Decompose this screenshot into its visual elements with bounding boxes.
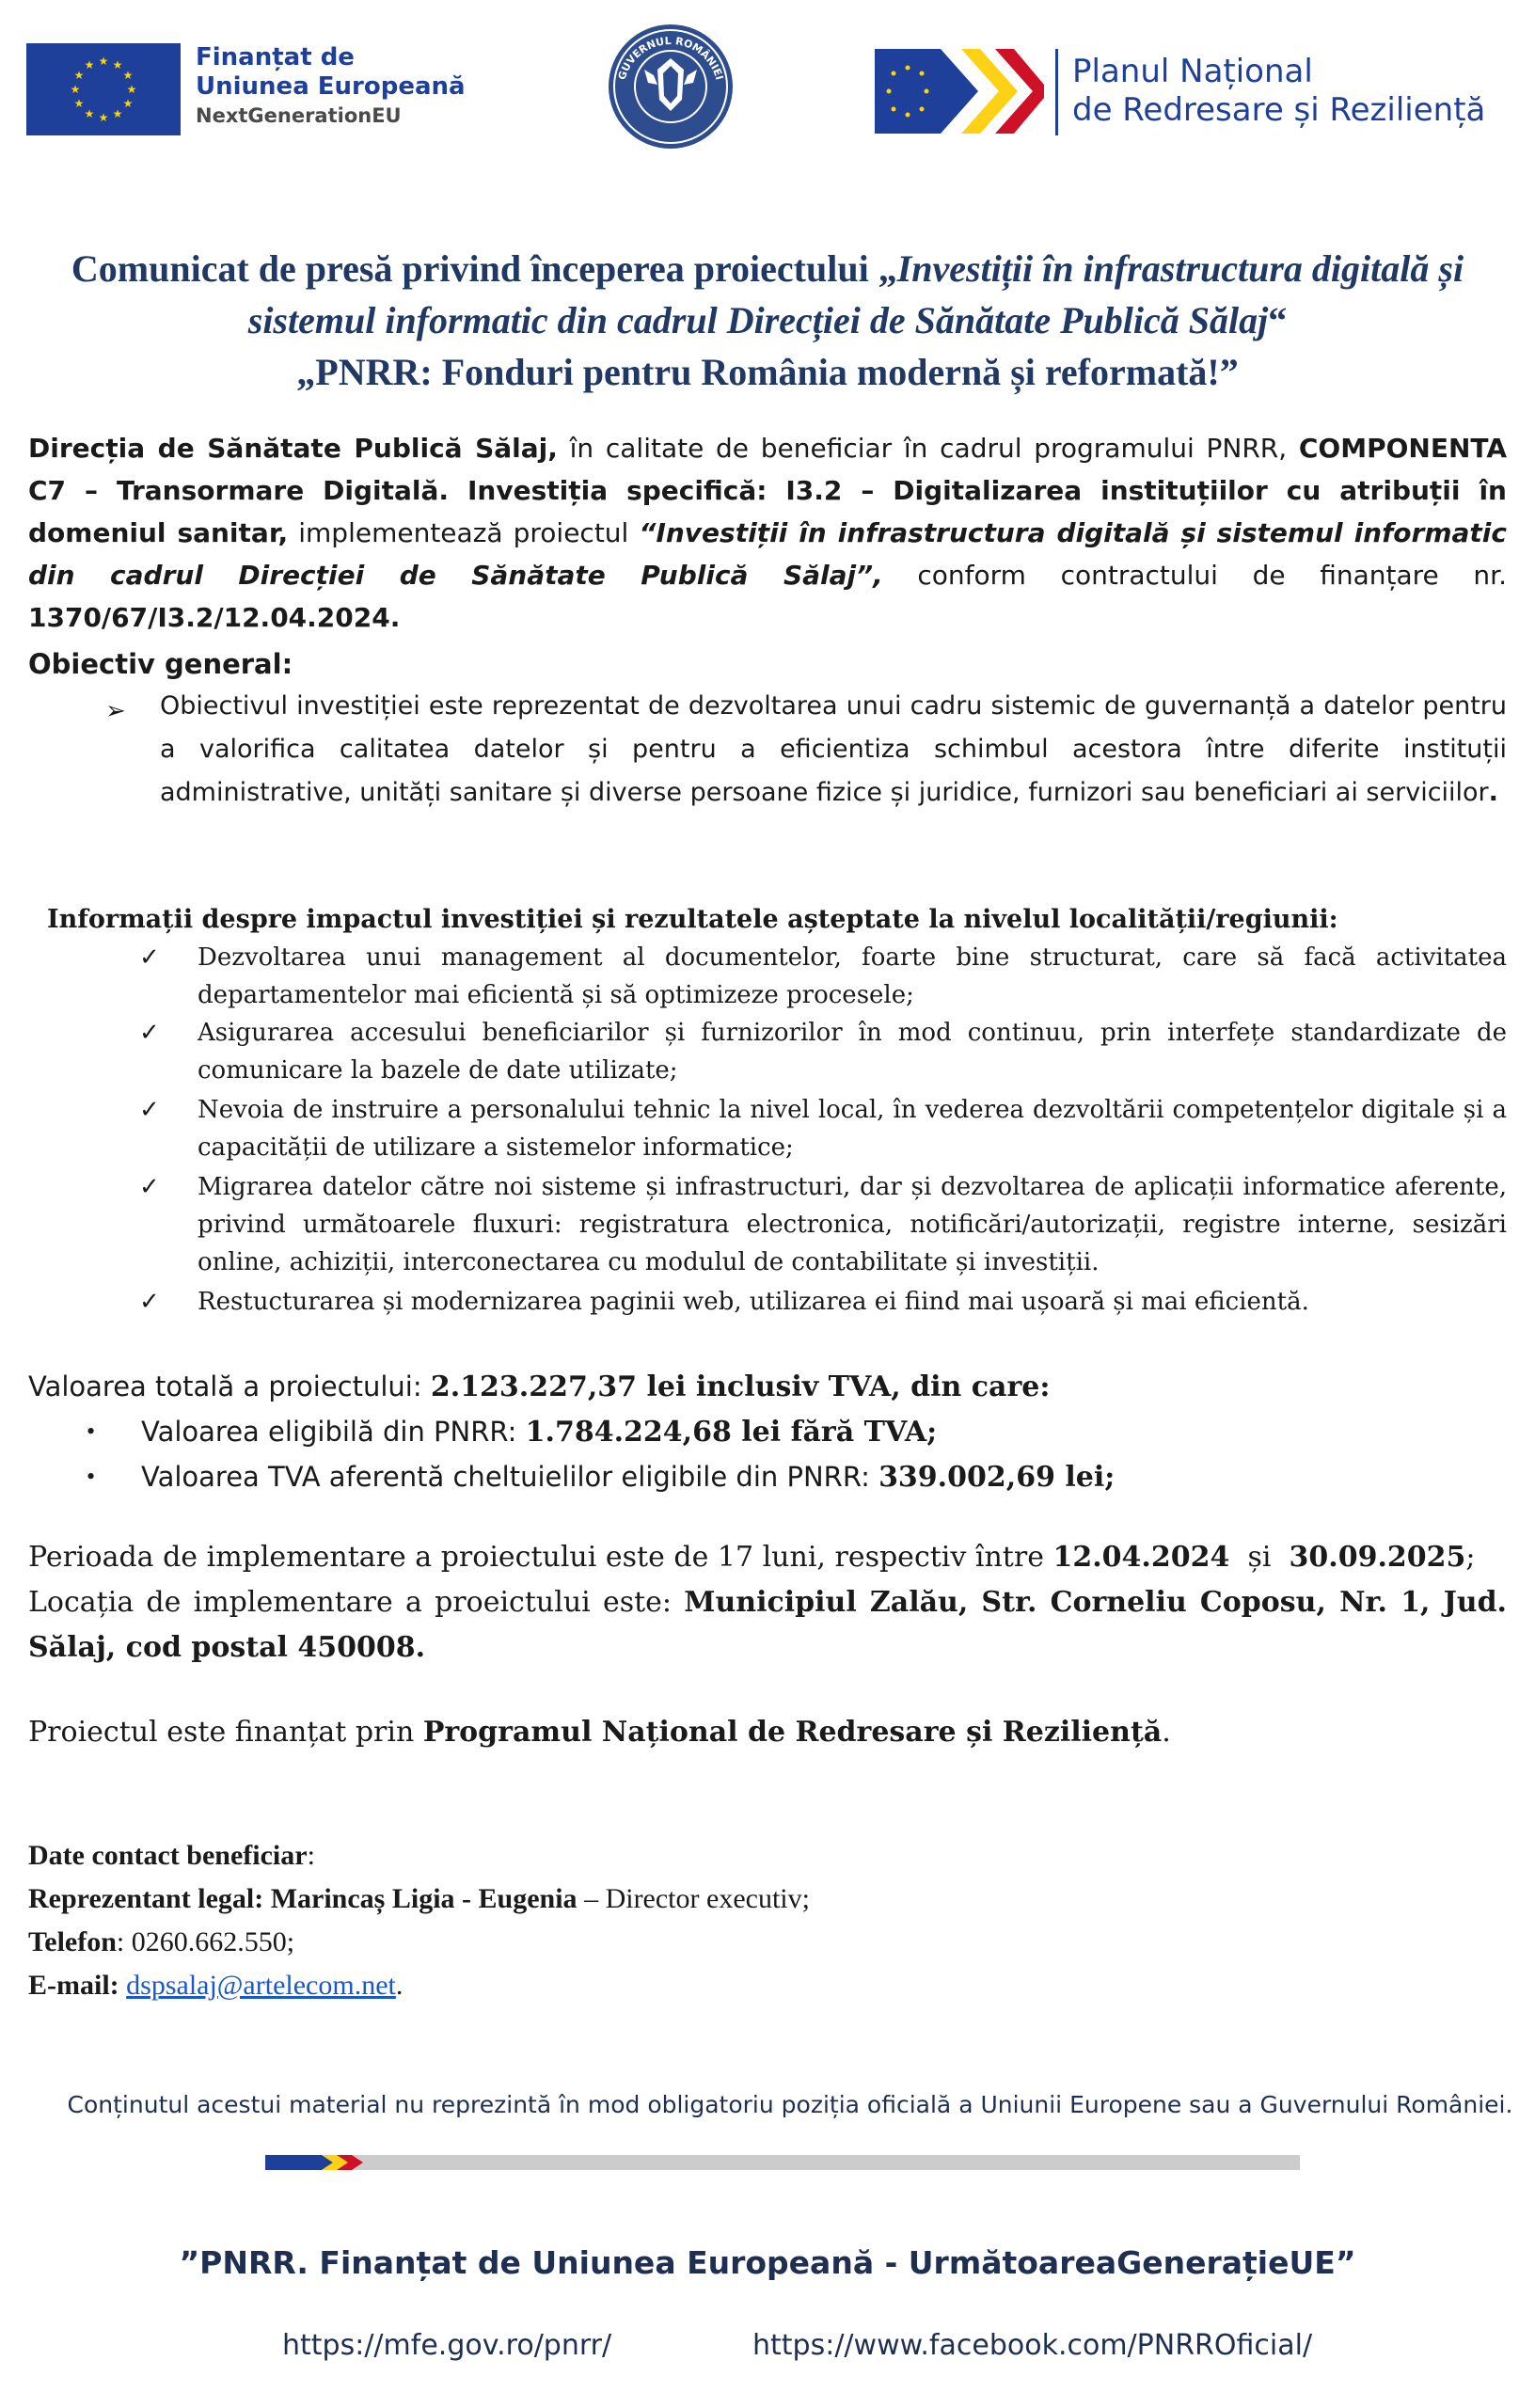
title-part3: “ xyxy=(1268,299,1288,341)
eu-star-icon: ★ xyxy=(84,58,95,72)
intro-text2: implementează proiectul xyxy=(288,517,640,548)
eu-funding-logo-text xyxy=(196,43,497,130)
impact-heading: Informații despre impactul investiției și rezultatele așteptate la nivelul localității/regiunii: xyxy=(47,905,1338,934)
contact-email xyxy=(28,1964,403,2007)
eu-star-icon: ★ xyxy=(70,83,81,96)
pnrr-flag-arrows-icon xyxy=(875,49,1044,134)
seal-text: GUVERNUL ROMÂNIEI xyxy=(615,34,726,82)
title-project-name: Investiții în infrastructura digitală și sistemul informatic din cadrul Direcției de Sănătate Publică Sălaj xyxy=(247,247,1464,341)
checkmark-icon: ✓ xyxy=(139,1288,160,1316)
contact-heading-text: Date contact beneficiar xyxy=(28,1840,308,1871)
eu-logo-line3: NextGenerationEU xyxy=(196,104,402,127)
checkmark-icon: ✓ xyxy=(139,1019,160,1047)
total-value-line xyxy=(28,1364,1050,1410)
objective-text xyxy=(160,685,1507,815)
period-text: Perioada de implementare a proiectului este de 17 luni, respectiv între xyxy=(28,1541,1053,1574)
eu-star-icon: ★ xyxy=(84,106,95,120)
contact-heading xyxy=(28,1834,315,1877)
title-part1: Comunicat de presă privind începerea proiectului „ xyxy=(71,247,897,290)
checkmark-icon: ✓ xyxy=(139,943,160,972)
eu-star-icon: ★ xyxy=(126,83,137,96)
checkmark-icon: ✓ xyxy=(139,1173,160,1201)
intro-project-name: “Investiții în infrastructura digitală și sistemul informatic din cadrul Direcției de Sănătate Publică Sălaj”, xyxy=(28,517,1507,591)
total-value-label: Valoarea totală a proiectului: xyxy=(28,1370,431,1402)
impact-item: Dezvoltarea unui management al documentelor, foarte bine structurat, care să facă activitatea departamentelor mai eficientă și să optimizeze procesele; xyxy=(198,943,1507,1009)
eu-flag-icon xyxy=(26,43,181,135)
footer-disclaimer: Conținutul acestui material nu reprezintă în mod obligatoriu poziția oficială a Uniunii Europene sau a Guvernului României. xyxy=(67,2091,1513,2118)
vat-value: 339.002,69 lei; xyxy=(878,1461,1116,1494)
eu-logo-line2: Uniunea Europeană xyxy=(196,72,466,101)
eu-star-icon: ★ xyxy=(112,58,123,72)
footer-slogan: ”PNRR. Finanțat de Uniunea Europeană - UrmătoareaGenerațieUE” xyxy=(179,2244,1356,2281)
funding-line xyxy=(28,1710,1171,1755)
pnrr-logo-divider xyxy=(1055,49,1058,135)
intro-beneficiary: Direcția de Sănătate Publică Sălaj, xyxy=(28,433,558,464)
impact-item: Migrarea datelor către noi sisteme și infrastructuri, dar și dezvoltarea de aplicații informatice aferente, privind următoarele fluxuri: registratura electronica, notificări/autorizații, registre interne, sesizări online, achiziții, interconectarea cu modulul de contabilitate și investiții. xyxy=(198,1173,1507,1276)
objective-end: . xyxy=(1488,778,1498,807)
contact-representative xyxy=(28,1877,810,1921)
eu-star-icon: ★ xyxy=(73,69,85,82)
objective-heading: Obiectiv general: xyxy=(28,648,293,680)
eu-logo-line1: Finanțat de xyxy=(196,43,355,71)
footer-flag-bar-icon xyxy=(265,2143,1300,2182)
bullet-icon: • xyxy=(87,1463,96,1490)
email-end: . xyxy=(395,1970,404,2001)
eu-star-icon: ★ xyxy=(122,69,134,82)
representative-label: Reprezentant legal: Marincaș Ligia - Eugenia xyxy=(28,1883,578,1914)
period-location-paragraph xyxy=(28,1535,1507,1671)
footer-link-facebook[interactable]: https://www.facebook.com/PNRROficial/ xyxy=(752,2329,1313,2362)
location-value: Municipiul Zalău, Str. Corneliu Coposu, Nr. 1, Jud. Sălaj, cod postal 450008. xyxy=(28,1586,1507,1664)
period-end: 30.09.2025 xyxy=(1289,1541,1466,1574)
funding-program: Programul Național de Redresare și Reziliență xyxy=(422,1716,1163,1749)
funding-text: Proiectul este finanțat prin xyxy=(28,1716,423,1749)
contact-phone xyxy=(28,1921,294,1964)
checkmark-icon: ✓ xyxy=(139,1096,160,1124)
title-slogan: „PNRR: Fonduri pentru România modernă și reformată!” xyxy=(296,351,1239,393)
location-label: Locația de implementare a proeictului este: xyxy=(28,1586,685,1619)
phone-value: : 0260.662.550; xyxy=(116,1926,295,1957)
representative-role: – Director executiv; xyxy=(577,1883,810,1914)
impact-item: Restucturarea și modernizarea paginii web, utilizarea ei fiind mai ușoară și mai eficientă. xyxy=(198,1288,1309,1316)
footer-link-mfe[interactable]: https://mfe.gov.ro/pnrr/ xyxy=(282,2329,612,2362)
objective-body: Obiectivul investiției este reprezentat de dezvoltarea unui cadru sistemic de guvernanță a datelor pentru a valorifica calitatea datelor și pentru a eficientiza schimbul acestora între diferite instituții administrative, unități sanitare și diverse persoane fizice și juridice, furnizori sau beneficiari ai serviciilor xyxy=(160,691,1507,807)
eu-star-icon: ★ xyxy=(73,97,85,110)
pnrr-logo-text xyxy=(1072,53,1485,130)
eu-star-icon: ★ xyxy=(112,106,123,120)
intro-contract-number: 1370/67/I3.2/12.04.2024. xyxy=(28,602,401,633)
bullet-icon: • xyxy=(87,1418,96,1445)
pnrr-logo-line1: Planul Național xyxy=(1072,53,1313,90)
arrow-bullet-icon: ➢ xyxy=(105,697,126,725)
phone-label: Telefon xyxy=(28,1926,117,1957)
pnrr-logo-line2: de Redresare și Reziliență xyxy=(1072,91,1486,129)
email-link[interactable]: dspsalaj@artelecom.net xyxy=(126,1970,396,2001)
period-start: 12.04.2024 xyxy=(1052,1541,1230,1574)
contact-heading-colon: : xyxy=(307,1840,315,1871)
eligible-value: 1.784.224,68 lei fără TVA; xyxy=(525,1416,938,1449)
press-release-title xyxy=(56,243,1479,398)
romanian-government-seal-icon xyxy=(595,21,746,152)
funding-end: . xyxy=(1162,1716,1171,1749)
email-label: E-mail: xyxy=(28,1970,119,2001)
total-value: 2.123.227,37 lei inclusiv TVA, din care: xyxy=(430,1370,1051,1403)
intro-text1: în calitate de beneficiar în cadrul programului PNRR, xyxy=(557,433,1299,464)
period-and: și xyxy=(1229,1541,1290,1574)
impact-item: Nevoia de instruire a personalului tehnic la nivel local, în vederea dezvoltării competențelor digitale și a capacității de utilizare a sistemelor informatice; xyxy=(198,1096,1507,1162)
intro-paragraph xyxy=(28,427,1507,639)
intro-component: COMPONENTA C7 – Transormare Digitală. Investiția specifică: I3.2 – Digitalizarea instituțiilor cu atribuții în domeniul sanitar, xyxy=(28,433,1507,548)
vat-value-label: Valoarea TVA aferentă cheltuielilor eligibile din PNRR: xyxy=(141,1461,879,1493)
intro-text3: conform contractului de finanțare nr. xyxy=(882,560,1507,591)
eligible-value-line xyxy=(141,1409,937,1455)
eu-star-icon: ★ xyxy=(98,55,109,68)
eu-star-icon: ★ xyxy=(98,111,109,124)
period-end-punct: ; xyxy=(1465,1541,1476,1574)
vat-value-line xyxy=(141,1454,1115,1500)
impact-item: Asigurarea accesului beneficiarilor și furnizorilor în mod continuu, prin interfețe standardizate de comunicare la bazele de date utilizate; xyxy=(198,1019,1507,1085)
eu-star-icon: ★ xyxy=(122,97,134,110)
eligible-value-label: Valoarea eligibilă din PNRR: xyxy=(141,1416,526,1448)
